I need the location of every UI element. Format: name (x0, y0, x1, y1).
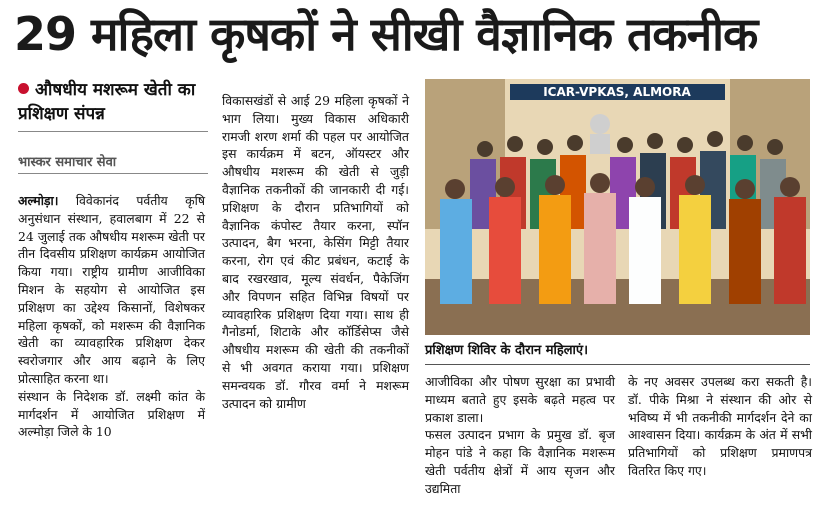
caption-rule (425, 364, 810, 365)
byline: भास्कर समाचार सेवा (18, 155, 117, 170)
column-1 (18, 192, 205, 441)
headline: 29 महिला कृषकों ने सीखी वैज्ञानिक तकनीक (14, 7, 758, 61)
group-photo (425, 79, 810, 335)
column-1-para-1: अल्मोड़ा। विवेकानंद पर्वतीय कृषि अनुसंधान संस्थान, हवालबाग में 22 से 24 जुलाई तक औषधीय मशरूम खेती पर तीन दिवसीय प्रशिक्षण कार्यक्रम आयोजित किया गया। राष्ट्रीय ग्रामीण आजीविका मिशन के सहयोग से आयोजित इस प्रशिक्षण का उद्देश्य किसानों, विशेषकर महिला कृषकों, को मशरूम की वैज्ञानिक खेती का व्यावहारिक प्रशिक्षण देकर स्वरोजगार और आय बढ़ाने के लिए प्रोत्साहित करना था। (18, 193, 205, 386)
column-2-text: विकासखंडों से आई 29 महिला कृषकों ने भाग लिया। मुख्य विकास अधिकारी रामजी शरण शर्मा की पहल पर आयोजित इस कार्यक्रम में बटन, ऑयस्टर और औषधीय मशरूम की खेती से जुड़ी वैज्ञानिक तकनीकों की जानकारी दी गई। प्रशिक्षण के दौरान प्रतिभागियों को वैज्ञानिक कंपोस्ट तैयार करना, स्पॉन उत्पादन, बैग भरना, केसिंग मिट्टी तैयार करना, रोग एवं कीट प्रबंधन, कटाई के बाद रखरखाव, मूल्य संवर्धन, पैकेजिंग और विपणन सहित विभिन्न विषयों पर व्यावहारिक प्रशिक्षण दिया गया। साथ ही गैनोडर्मा, शिटाके और कॉर्डिसेप्स जैसे औषधीय मशरूम की खेती की तकनीकों से भी अवगत कराया गया। प्रशिक्षण समन्वयक डॉ. गौरव वर्मा ने मशरूम उत्पादन को ग्रामीण (222, 93, 409, 411)
group-photo-illustration (425, 79, 810, 335)
subheadline (18, 78, 208, 126)
photo-caption: प्रशिक्षण शिविर के दौरान महिलाएं। (425, 343, 589, 358)
column-3-para-1: आजीविका और पोषण सुरक्षा का प्रभावी माध्यम बताते हुए इसके बढ़ते महत्व पर प्रकाश डाला। (425, 374, 615, 425)
column-4 (628, 373, 812, 480)
subheadline-text: औषधीय मशरूम खेती का प्रशिक्षण संपन्न (18, 80, 196, 124)
column-1-para-2: संस्थान के निदेशक डॉ. लक्ष्मी कांत के मार्गदर्शन में आयोजित प्रशिक्षण में अल्मोड़ा जिले के 10 (18, 388, 205, 440)
subhead-rule (18, 131, 208, 132)
column-3-para-2: फसल उत्पादन प्रभाग के प्रमुख डॉ. बृज मोहन पांडे ने कहा कि वैज्ञानिक मशरूम खेती पर्वतीय क्षेत्रों में आय सृजन और उद्यमिता (425, 427, 615, 496)
column-4-text: के नए अवसर उपलब्ध करा सकती है। डॉ. पीके मिश्रा ने संस्थान की ओर से भविष्य में भी तकनीकी मार्गदर्शन देने का आश्वासन दिया। कार्यक्रम के अंत में सभी प्रतिभागियों को प्रशिक्षण प्रमाणपत्र वितरित किए गए। (628, 374, 812, 478)
dateline: अल्मोड़ा। (18, 193, 59, 208)
column-2 (222, 92, 409, 412)
bullet-icon (18, 83, 29, 94)
column-3 (425, 373, 615, 498)
byline-rule (18, 173, 208, 174)
photo-banner: ICAR-VPKAS, ALMORA (543, 85, 691, 99)
